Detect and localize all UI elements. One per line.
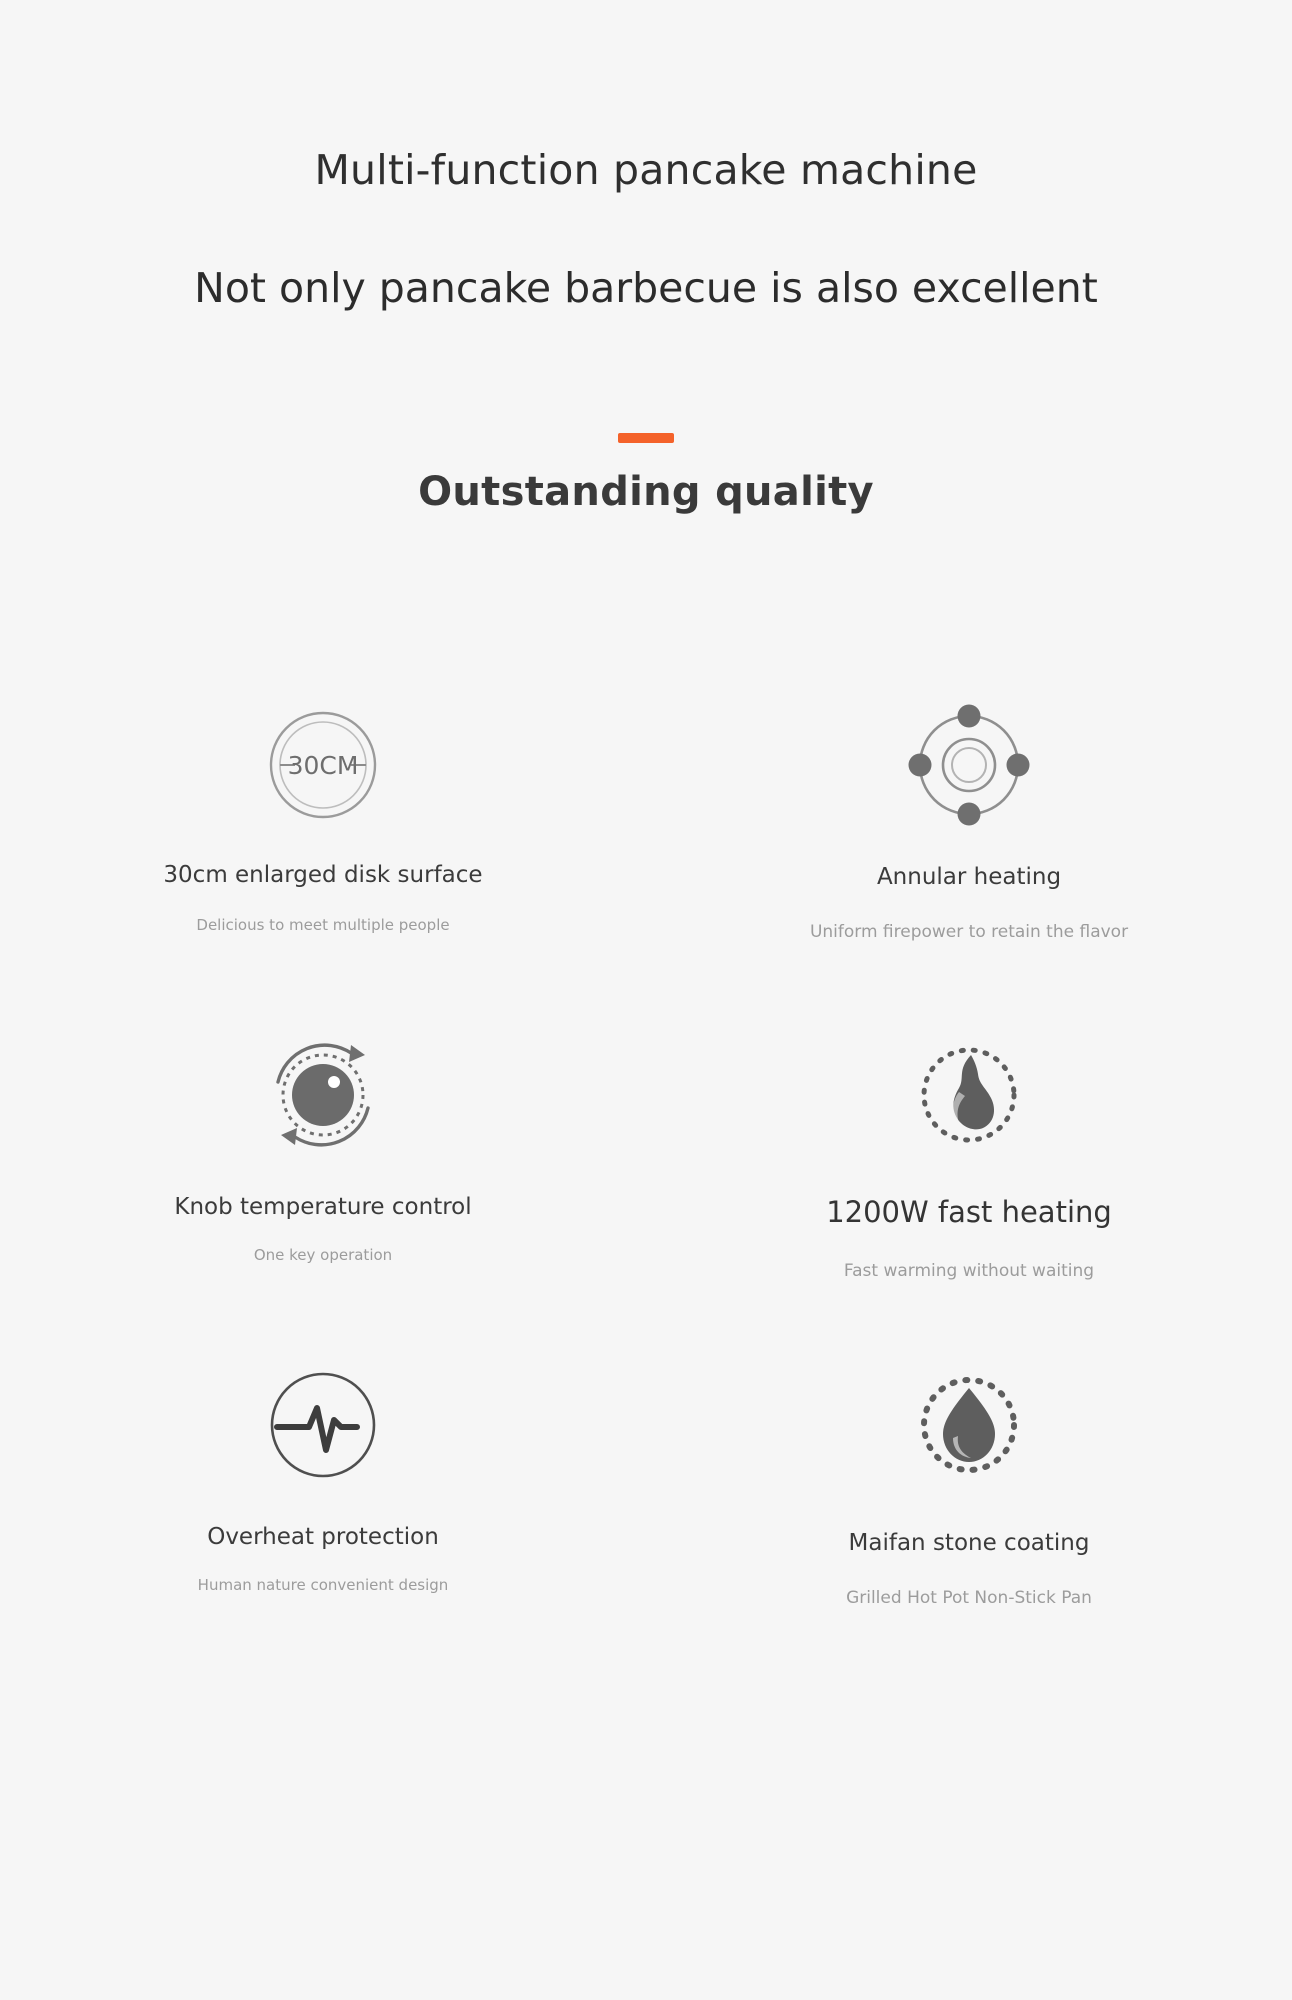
feature-title: Overheat protection	[207, 1524, 439, 1550]
disk-diameter-icon	[233, 680, 413, 855]
feature-title: 1200W fast heating	[826, 1195, 1112, 1229]
feature-title: Annular heating	[876, 864, 1062, 890]
feature-item	[646, 1332, 1292, 1662]
feature-item	[646, 1002, 1292, 1332]
knob-control-icon	[233, 1010, 413, 1185]
feature-item	[0, 1002, 646, 1332]
feature-title: Knob temperature control	[174, 1194, 472, 1220]
heartbeat-icon	[233, 1340, 413, 1515]
feature-desc: Fast warming without waiting	[843, 1261, 1095, 1282]
page-title: Multi-function pancake machine	[314, 146, 978, 194]
accent-divider	[618, 433, 674, 443]
feature-desc: Human nature convenient design	[197, 1576, 449, 1595]
feature-item	[0, 1332, 646, 1662]
feature-item	[646, 672, 1292, 1002]
features-grid	[0, 672, 1292, 1662]
annular-heating-icon	[879, 680, 1059, 855]
svg-text:30CM: 30CM	[287, 751, 359, 780]
feature-desc: Delicious to meet multiple people	[196, 916, 450, 935]
section-title: Outstanding quality	[418, 469, 874, 516]
feature-desc: Uniform firepower to retain the flavor	[809, 922, 1129, 943]
feature-desc: One key operation	[253, 1246, 393, 1265]
page-subtitle: Not only pancake barbecue is also excellent	[194, 264, 1098, 313]
feature-title: Maifan stone coating	[848, 1530, 1090, 1556]
feature-desc: Grilled Hot Pot Non-Stick Pan	[846, 1588, 1092, 1609]
water-drop-icon	[879, 1340, 1059, 1515]
feature-title: 30cm enlarged disk surface	[163, 862, 483, 888]
feature-item	[0, 672, 646, 1002]
flame-icon	[879, 1010, 1059, 1185]
